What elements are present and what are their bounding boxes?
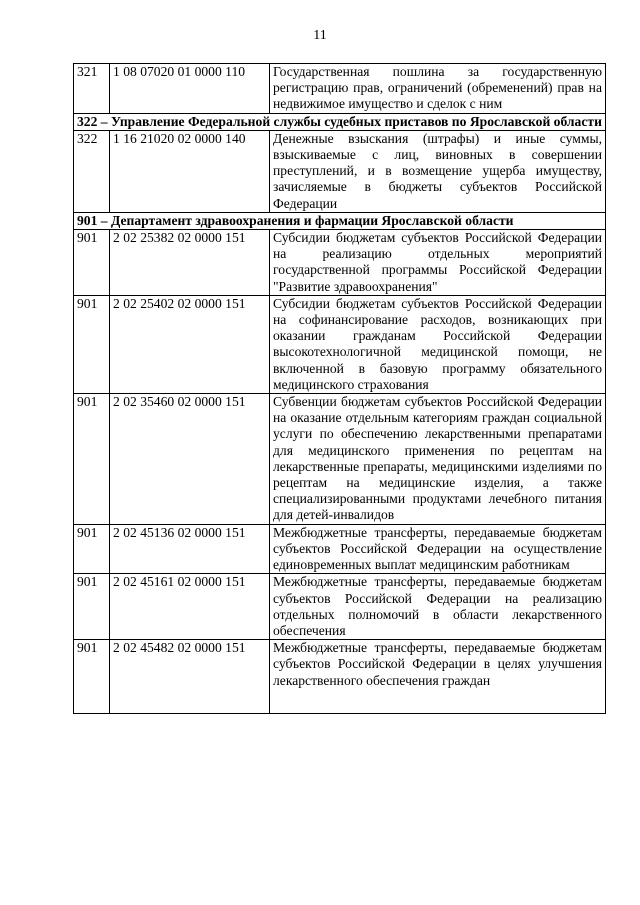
admin-code-cell: 901 [74,295,110,393]
income-name-cell: Субсидии бюджетам субъектов Российской Федерации на реализацию отдельных мероприятий государственной программы Российской Федерации "Развитие здравоохранения" [270,230,606,296]
table-row [74,640,606,714]
table-row [74,64,606,114]
table-row [74,230,606,296]
income-name-cell: Государственная пошлина за государственную регистрацию прав, ограничений (обременений) прав на недвижимое имущество и сделок с ним [270,64,606,114]
budget-code-cell: 2 02 45482 02 0000 151 [110,640,270,714]
section-header: 901 – Департамент здравоохранения и фармации Ярославской области [74,212,606,229]
admin-code-cell: 901 [74,524,110,574]
admin-code-cell: 901 [74,230,110,296]
admin-code-cell: 901 [74,640,110,714]
table-row [74,574,606,640]
section-header: 322 – Управление Федеральной службы судебных приставов по Ярославской области [74,113,606,130]
income-name-cell: Межбюджетные трансферты, передаваемые бюджетам субъектов Российской Федерации на реализацию отдельных полномочий в области лекарственного обеспечения [270,574,606,640]
income-name-cell: Денежные взыскания (штрафы) и иные суммы, взыскиваемые с лиц, виновных в совершении преступлений, и в возмещение ущерба имуществу, зачисляемые в бюджеты субъектов Российской Федерации [270,130,606,212]
budget-code-cell: 2 02 45161 02 0000 151 [110,574,270,640]
admin-code-cell: 901 [74,574,110,640]
budget-code-cell: 2 02 45136 02 0000 151 [110,524,270,574]
income-name-cell: Межбюджетные трансферты, передаваемые бюджетам субъектов Российской Федерации на осуществление единовременных выплат медицинским работникам [270,524,606,574]
income-name-cell: Субвенции бюджетам субъектов Российской Федерации на оказание отдельным категориям граждан социальной услуги по обеспечению лекарственными препаратами для медицинского применения по рецептам на лекарственные препараты, медицинскими изделиями по рецептам на медицинские изделия, а также специализированными продуктами лечебного питания для детей-инвалидов [270,394,606,525]
budget-code-cell: 1 08 07020 01 0000 110 [110,64,270,114]
section-header-row [74,113,606,130]
admin-code-cell: 321 [74,64,110,114]
income-name-cell: Субсидии бюджетам субъектов Российской Федерации на софинансирование расходов, возникающих при оказании гражданам Российской Федерации высокотехнологичной медицинской помощи, не включенной в базовую программу обязательного медицинского страхования [270,295,606,393]
admin-code-cell: 322 [74,130,110,212]
section-header-row [74,212,606,229]
income-name-cell: Межбюджетные трансферты, передаваемые бюджетам субъектов Российской Федерации в целях улучшения лекарственного обеспечения граждан [270,640,606,714]
table-row [74,130,606,212]
budget-code-cell: 2 02 25382 02 0000 151 [110,230,270,296]
table-row [74,394,606,525]
page-number: 11 [313,28,327,43]
budget-code-cell: 2 02 35460 02 0000 151 [110,394,270,525]
budget-code-cell: 1 16 21020 02 0000 140 [110,130,270,212]
budget-code-cell: 2 02 25402 02 0000 151 [110,295,270,393]
budget-classification-table [73,63,606,714]
table-row [74,295,606,393]
admin-code-cell: 901 [74,394,110,525]
table-row [74,524,606,574]
